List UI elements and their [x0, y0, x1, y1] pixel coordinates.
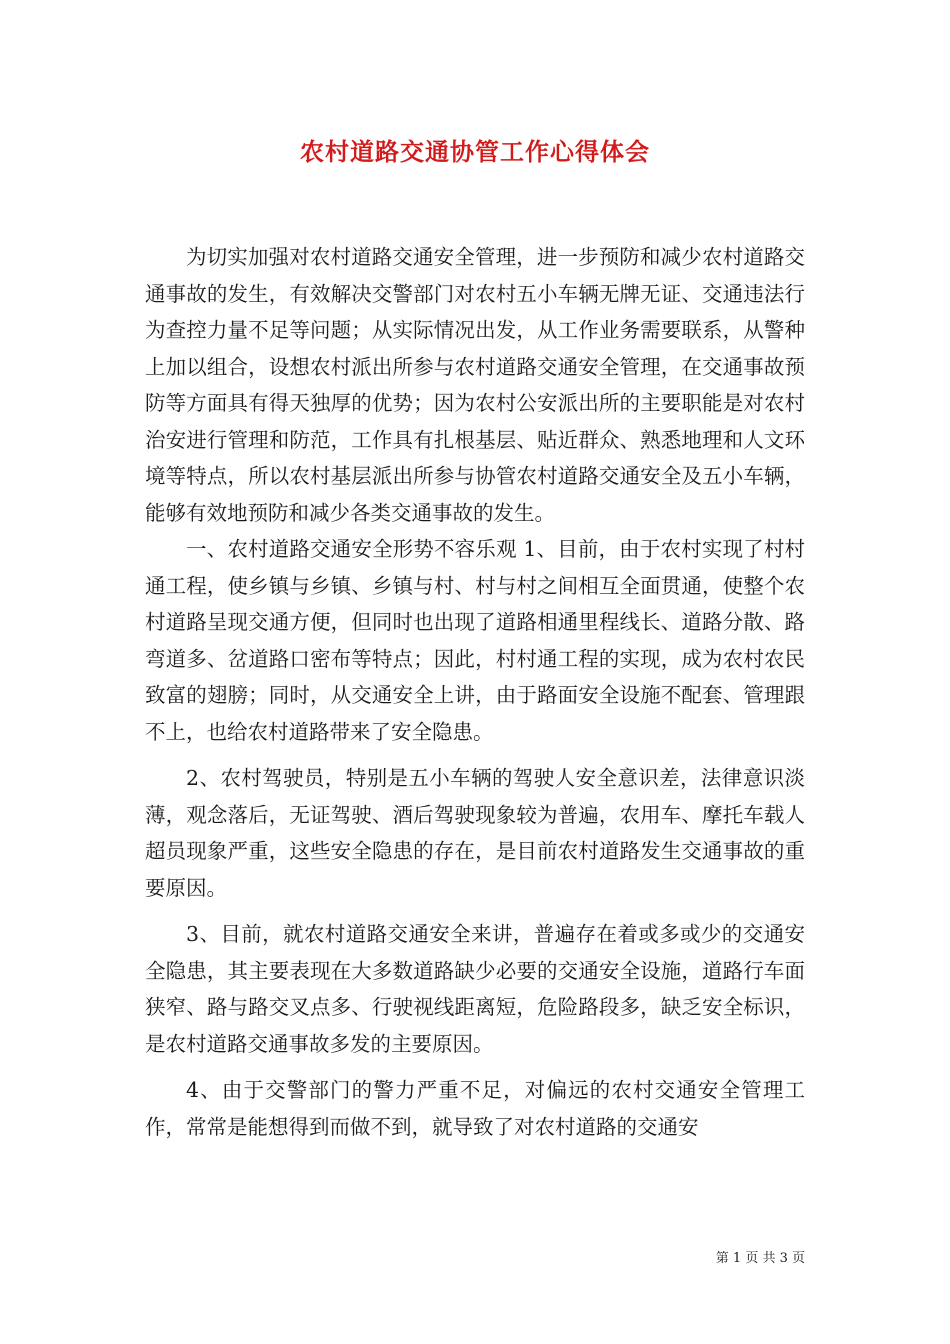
paragraph-intro: 为切实加强对农村道路交通安全管理，进一步预防和减少农村道路交通事故的发生，有效解决交警部门对农村五小车辆无牌无证、交通违法行为查控力量不足等问题；从实际情况出发，从工作业务需要联系，从警种上加以组合，设想农村派出所参与农村道路交通安全管理，在交通事故预防等方面具有得天独厚的优势；因为农村公安派出所的主要职能是对农村治安进行管理和防范，工作具有扎根基层、贴近群众、熟悉地理和人文环境等特点，所以农村基层派出所参与协管农村道路交通安全及五小车辆，能够有效地预防和减少各类交通事故的发生。 [145, 245, 805, 525]
page-number-footer: 第 1 页 共 3 页 [715, 1251, 805, 1266]
paragraph-section-1: 一、农村道路交通安全形势不容乐观 1、目前，由于农村实现了村村通工程，使乡镇与乡镇、乡镇与村、村与村之间相互全面贯通，使整个农村道路呈现交通方便，但同时也出现了道路相通里程线长、道路分散、路弯道多、岔道路口密布等特点；因此，村村通工程的实现，成为农村农民致富的翅膀；同时，从交通安全上讲，由于路面安全设施不配套、管理跟不上，也给农村道路带来了安全隐患。 [145, 537, 805, 744]
paragraph-point-4: 4、由于交警部门的警力严重不足，对偏远的农村交通安全管理工作，常常是能想得到而做不到，就导致了对农村道路的交通安 [145, 1078, 805, 1139]
paragraph-point-3: 3、目前，就农村道路交通安全来讲，普遍存在着或多或少的交通安全隐患，其主要表现在大多数道路缺少必要的交通安全设施，道路行车面狭窄、路与路交叉点多、行驶视线距离短，危险路段多，缺乏安全标识，是农村道路交通事故多发的主要原因。 [145, 922, 805, 1056]
paragraph-point-2: 2、农村驾驶员，特别是五小车辆的驾驶人安全意识差，法律意识淡薄，观念落后，无证驾驶、酒后驾驶现象较为普遍，农用车、摩托车载人超员现象严重，这些安全隐患的存在，是目前农村道路发生交通事故的重要原因。 [145, 766, 805, 900]
document-body [145, 239, 805, 1145]
document-title: 农村道路交通协管工作心得体会 [300, 137, 650, 166]
